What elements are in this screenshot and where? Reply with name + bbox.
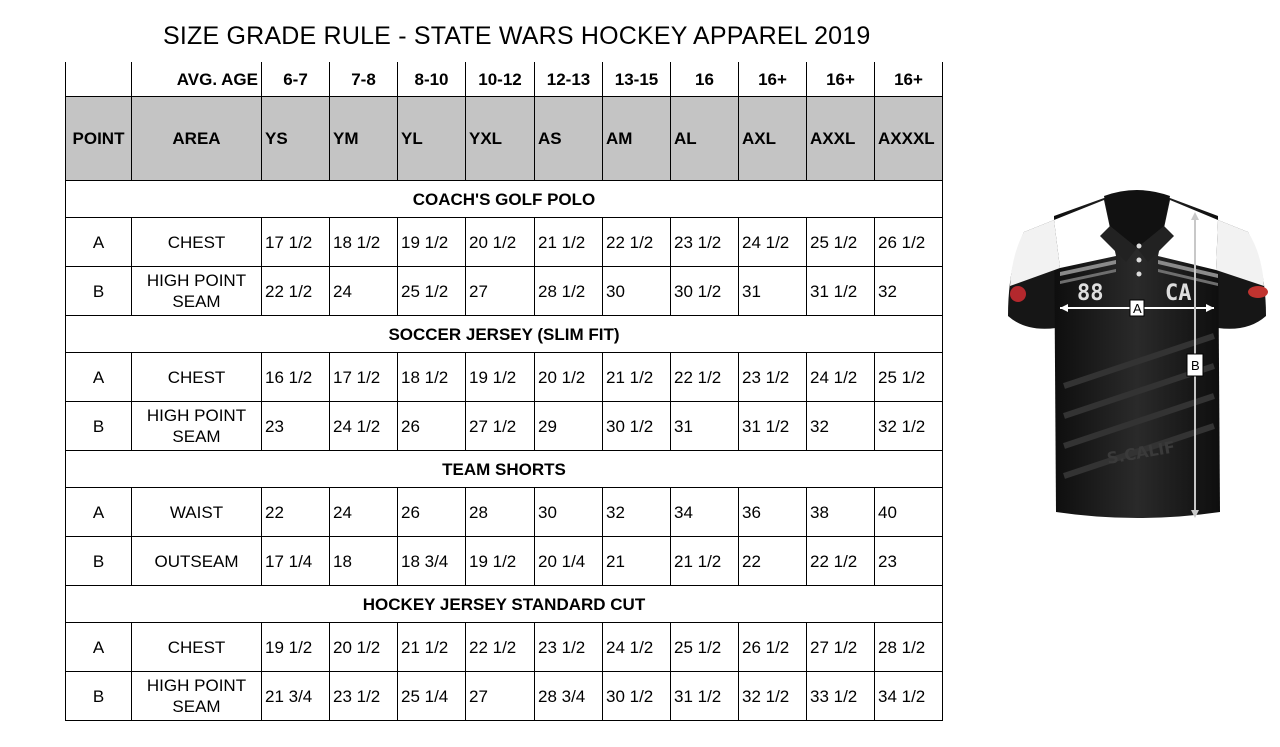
value-cell: 26 1/2 xyxy=(875,218,943,267)
value-cell: 36 xyxy=(739,488,807,537)
value-cell: 28 3/4 xyxy=(535,672,603,721)
value-cell: 21 1/2 xyxy=(398,623,466,672)
corner-cell xyxy=(66,62,132,97)
value-cell: 30 1/2 xyxy=(603,402,671,451)
value-cell: 24 xyxy=(330,267,398,316)
value-cell: 30 xyxy=(535,488,603,537)
point-cell: B xyxy=(66,537,132,586)
value-cell: 22 xyxy=(262,488,330,537)
point-cell: B xyxy=(66,267,132,316)
polo-shirt-illustration xyxy=(1004,186,1270,524)
value-cell: 26 1/2 xyxy=(739,623,807,672)
value-cell: 24 1/2 xyxy=(739,218,807,267)
value-cell: 27 1/2 xyxy=(807,623,875,672)
size-header-cell: AXL xyxy=(739,97,807,181)
section-title: HOCKEY JERSEY STANDARD CUT xyxy=(66,586,943,623)
section-row xyxy=(66,586,943,623)
value-cell: 24 1/2 xyxy=(330,402,398,451)
value-cell: 18 1/2 xyxy=(330,218,398,267)
section-row xyxy=(66,451,943,488)
value-cell: 22 1/2 xyxy=(466,623,535,672)
value-cell: 31 xyxy=(671,402,739,451)
value-cell: 30 1/2 xyxy=(671,267,739,316)
size-header-cell: AXXL xyxy=(807,97,875,181)
value-cell: 19 1/2 xyxy=(466,537,535,586)
right-sleeve-badge xyxy=(1248,286,1268,298)
value-cell: 32 1/2 xyxy=(739,672,807,721)
value-cell: 16 1/2 xyxy=(262,353,330,402)
value-cell: 30 1/2 xyxy=(603,672,671,721)
age-cell: 13-15 xyxy=(603,62,671,97)
value-cell: 25 1/2 xyxy=(671,623,739,672)
size-grade-table xyxy=(65,62,943,721)
point-header: POINT xyxy=(66,97,132,181)
size-header-cell: AL xyxy=(671,97,739,181)
point-cell: A xyxy=(66,623,132,672)
value-cell: 32 1/2 xyxy=(875,402,943,451)
value-cell: 27 1/2 xyxy=(466,402,535,451)
value-cell: 21 1/2 xyxy=(603,353,671,402)
value-cell: 24 1/2 xyxy=(603,623,671,672)
age-cell: 12-13 xyxy=(535,62,603,97)
table-row xyxy=(66,402,943,451)
section-title: SOCCER JERSEY (SLIM FIT) xyxy=(66,316,943,353)
value-cell: 26 xyxy=(398,402,466,451)
table-row xyxy=(66,672,943,721)
value-cell: 20 1/4 xyxy=(535,537,603,586)
value-cell: 20 1/2 xyxy=(535,353,603,402)
value-cell: 22 1/2 xyxy=(807,537,875,586)
value-cell: 38 xyxy=(807,488,875,537)
value-cell: 20 1/2 xyxy=(466,218,535,267)
value-cell: 32 xyxy=(875,267,943,316)
value-cell: 23 1/2 xyxy=(739,353,807,402)
value-cell: 20 1/2 xyxy=(330,623,398,672)
area-cell: CHEST xyxy=(132,623,262,672)
value-cell: 22 1/2 xyxy=(603,218,671,267)
table-row xyxy=(66,537,943,586)
size-header-cell: AM xyxy=(603,97,671,181)
value-cell: 34 xyxy=(671,488,739,537)
shirt-chest-text: CA xyxy=(1165,281,1192,306)
value-cell: 18 1/2 xyxy=(398,353,466,402)
value-cell: 25 1/2 xyxy=(398,267,466,316)
size-header-cell: YL xyxy=(398,97,466,181)
size-header-cell: YXL xyxy=(466,97,535,181)
age-cell: 16+ xyxy=(739,62,807,97)
value-cell: 25 1/2 xyxy=(875,353,943,402)
age-cell: 7-8 xyxy=(330,62,398,97)
value-cell: 32 xyxy=(807,402,875,451)
value-cell: 24 xyxy=(330,488,398,537)
age-cell: 16+ xyxy=(807,62,875,97)
avg-age-label: AVG. AGE xyxy=(132,62,262,97)
value-cell: 31 xyxy=(739,267,807,316)
value-cell: 31 1/2 xyxy=(739,402,807,451)
value-cell: 21 xyxy=(603,537,671,586)
point-cell: B xyxy=(66,402,132,451)
value-cell: 23 xyxy=(875,537,943,586)
value-cell: 23 1/2 xyxy=(535,623,603,672)
table-row xyxy=(66,353,943,402)
section-title: TEAM SHORTS xyxy=(66,451,943,488)
left-sleeve-badge xyxy=(1010,286,1026,302)
point-cell: B xyxy=(66,672,132,721)
value-cell: 21 3/4 xyxy=(262,672,330,721)
value-cell: 19 1/2 xyxy=(398,218,466,267)
size-header-row xyxy=(66,97,943,181)
shirt-back-text: S.CALIF xyxy=(1105,437,1177,468)
value-cell: 17 1/4 xyxy=(262,537,330,586)
value-cell: 17 1/2 xyxy=(262,218,330,267)
table-row xyxy=(66,267,943,316)
value-cell: 26 xyxy=(398,488,466,537)
value-cell: 21 1/2 xyxy=(535,218,603,267)
value-cell: 22 xyxy=(739,537,807,586)
value-cell: 25 1/2 xyxy=(807,218,875,267)
value-cell: 30 xyxy=(603,267,671,316)
value-cell: 34 1/2 xyxy=(875,672,943,721)
size-header-cell: AS xyxy=(535,97,603,181)
value-cell: 22 1/2 xyxy=(671,353,739,402)
age-cell: 6-7 xyxy=(262,62,330,97)
value-cell: 25 1/4 xyxy=(398,672,466,721)
table-row xyxy=(66,218,943,267)
area-header: AREA xyxy=(132,97,262,181)
value-cell: 27 xyxy=(466,672,535,721)
value-cell: 27 xyxy=(466,267,535,316)
area-cell: HIGH POINT SEAM xyxy=(132,672,262,721)
area-cell: WAIST xyxy=(132,488,262,537)
age-cell: 8-10 xyxy=(398,62,466,97)
area-cell: HIGH POINT SEAM xyxy=(132,267,262,316)
value-cell: 23 1/2 xyxy=(330,672,398,721)
shirt-number: 88 xyxy=(1077,281,1104,306)
value-cell: 31 1/2 xyxy=(807,267,875,316)
size-header-cell: YM xyxy=(330,97,398,181)
value-cell: 33 1/2 xyxy=(807,672,875,721)
age-cell: 16+ xyxy=(875,62,943,97)
point-cell: A xyxy=(66,488,132,537)
value-cell: 31 1/2 xyxy=(671,672,739,721)
age-row xyxy=(66,62,943,97)
size-header-cell: AXXXL xyxy=(875,97,943,181)
point-cell: A xyxy=(66,218,132,267)
value-cell: 28 xyxy=(466,488,535,537)
value-cell: 22 1/2 xyxy=(262,267,330,316)
page-title: SIZE GRADE RULE - STATE WARS HOCKEY APPAREL 2019 xyxy=(163,22,871,50)
section-row xyxy=(66,181,943,218)
area-cell: HIGH POINT SEAM xyxy=(132,402,262,451)
value-cell: 29 xyxy=(535,402,603,451)
value-cell: 19 1/2 xyxy=(262,623,330,672)
size-header-cell: YS xyxy=(262,97,330,181)
value-cell: 28 1/2 xyxy=(535,267,603,316)
section-title: COACH'S GOLF POLO xyxy=(66,181,943,218)
value-cell: 18 xyxy=(330,537,398,586)
value-cell: 19 1/2 xyxy=(466,353,535,402)
value-cell: 17 1/2 xyxy=(330,353,398,402)
value-cell: 28 1/2 xyxy=(875,623,943,672)
value-cell: 40 xyxy=(875,488,943,537)
measurement-a-label: A xyxy=(1133,301,1142,316)
point-cell: A xyxy=(66,353,132,402)
value-cell: 21 1/2 xyxy=(671,537,739,586)
age-cell: 10-12 xyxy=(466,62,535,97)
measurement-b-label: B xyxy=(1191,358,1200,373)
value-cell: 23 1/2 xyxy=(671,218,739,267)
age-cell: 16 xyxy=(671,62,739,97)
table-row xyxy=(66,623,943,672)
value-cell: 18 3/4 xyxy=(398,537,466,586)
area-cell: CHEST xyxy=(132,353,262,402)
value-cell: 24 1/2 xyxy=(807,353,875,402)
area-cell: OUTSEAM xyxy=(132,537,262,586)
table-row xyxy=(66,488,943,537)
section-row xyxy=(66,316,943,353)
value-cell: 23 xyxy=(262,402,330,451)
area-cell: CHEST xyxy=(132,218,262,267)
value-cell: 32 xyxy=(603,488,671,537)
